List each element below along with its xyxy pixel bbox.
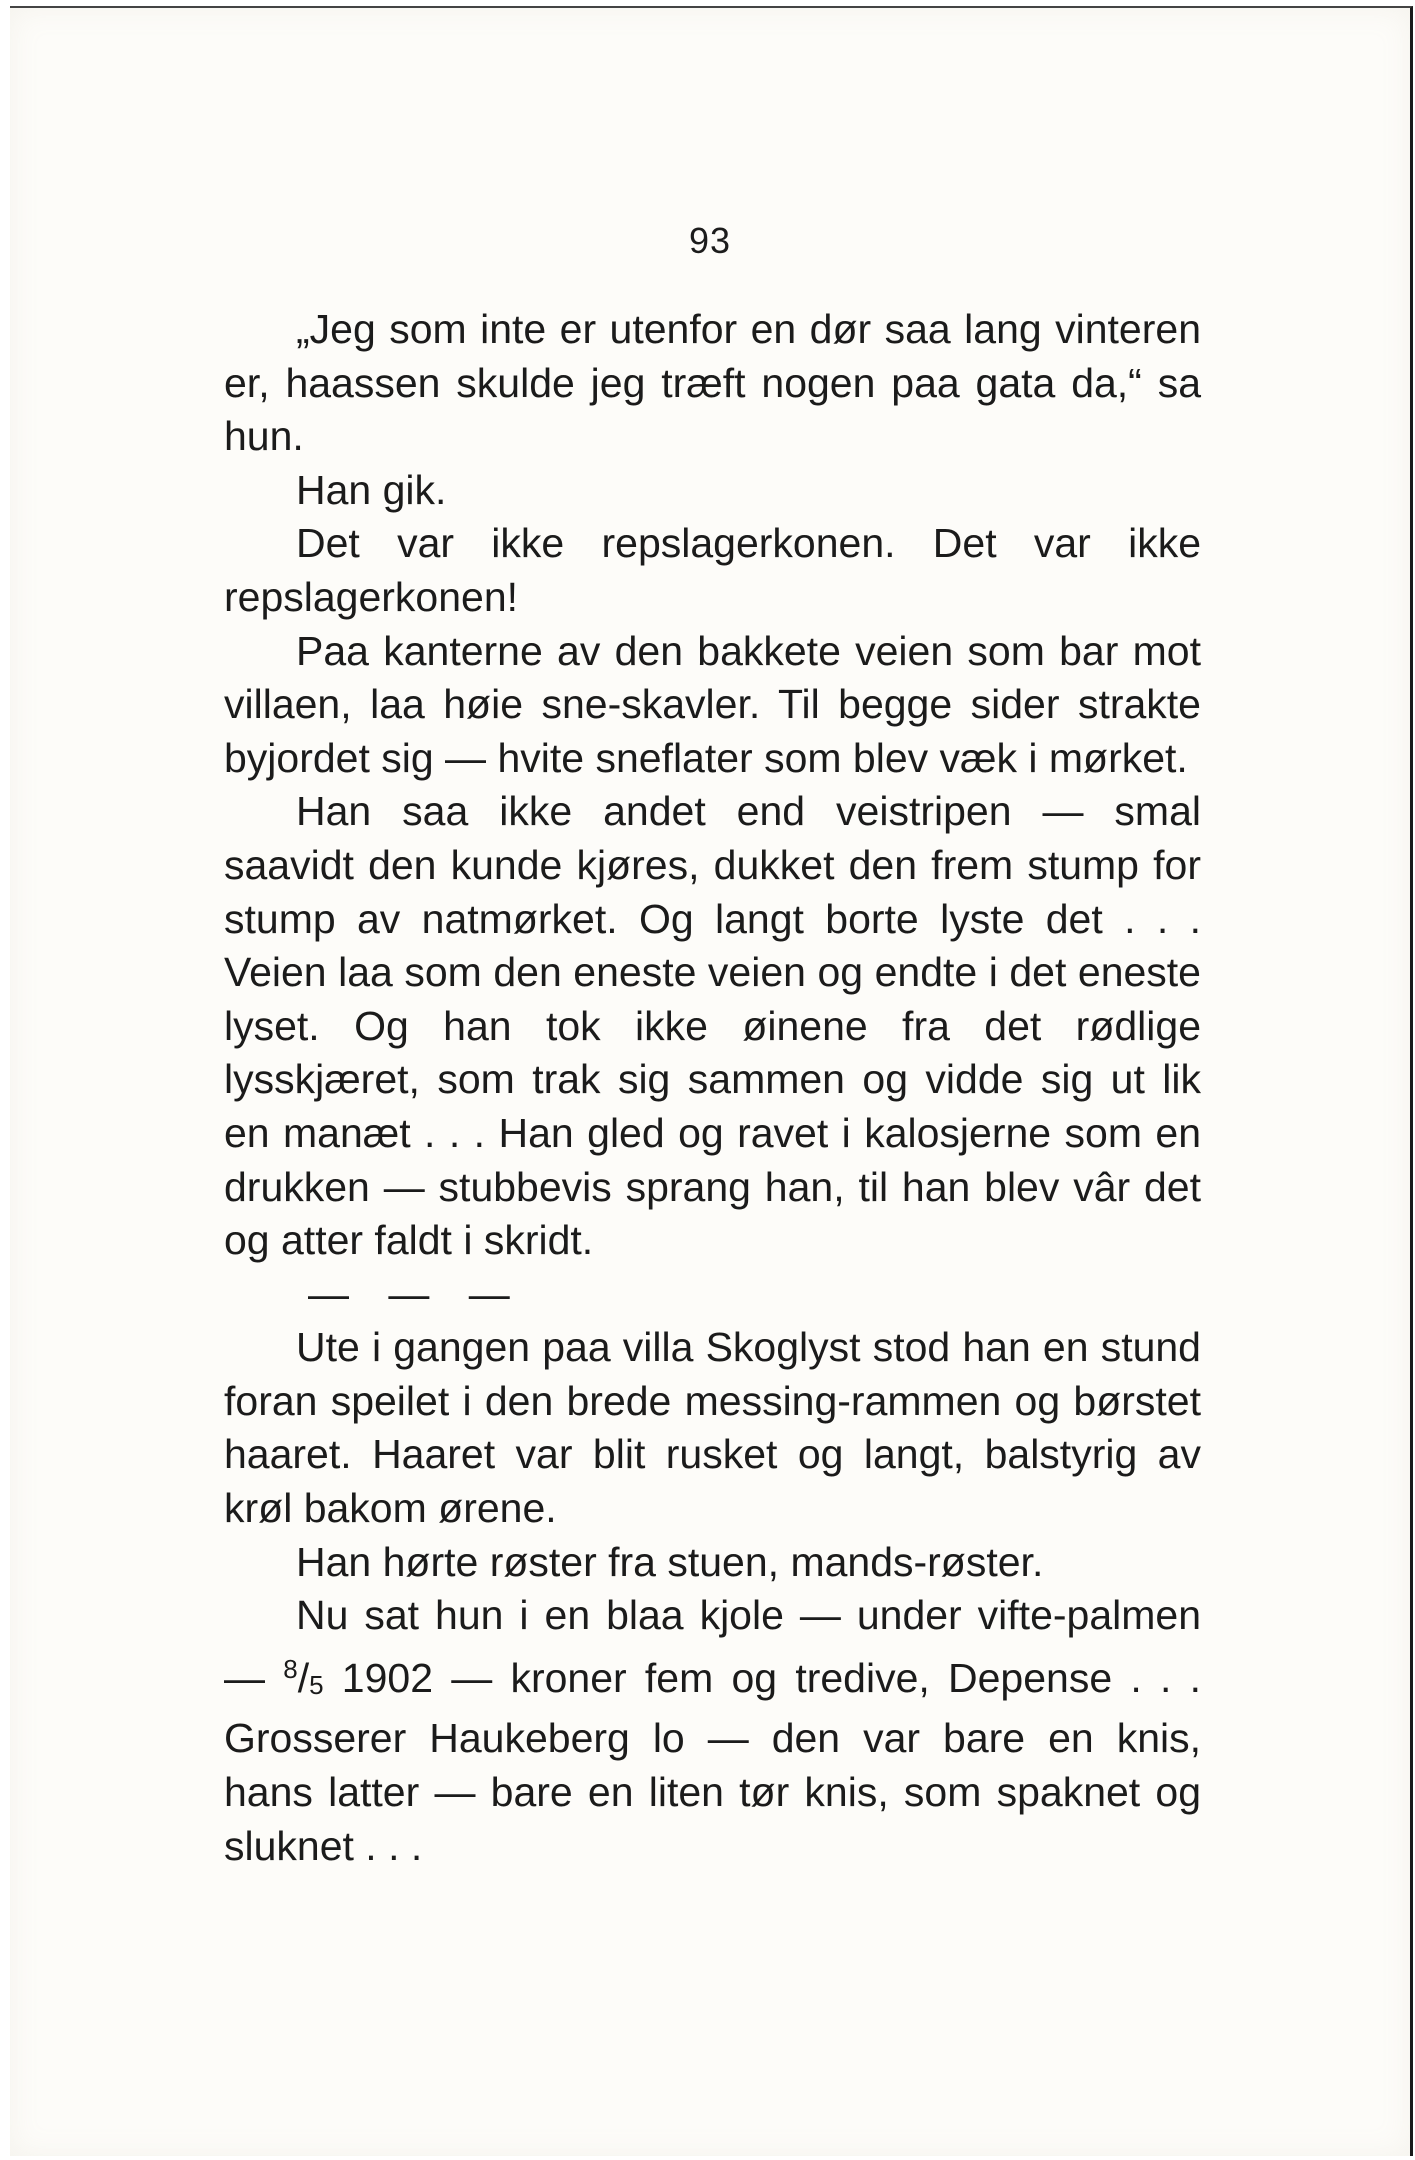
page-number: 93 — [688, 220, 732, 261]
paragraph: Han gik. — [296, 466, 447, 513]
paragraph: Det var ikke repslagerkonen. Det var ikke repslagerkonen! — [224, 520, 1201, 620]
fraction-denominator: 5 — [309, 1669, 324, 1700]
paragraph-text: 1902 — kroner fem og tredive, Depense . . . Grosserer Haukeberg lo — den var bare en knis, hans latter — bare en liten tør knis, som spaknet og sluknet . . . — [224, 1654, 1201, 1869]
paragraph — [224, 1589, 1201, 1873]
book-page — [10, 6, 1413, 2156]
paragraph-text: Nu sat hun i en blaa kjole — under vifte-palmen — — [224, 1592, 1201, 1701]
fraction-numerator: 8 — [283, 1653, 298, 1684]
paragraph: Paa kanterne av den bakkete veien som bar mot villaen, laa høie sne-skavler. Til begge sider strakte byjordet sig — hvite sneflater som blev væk i mørket. — [224, 627, 1201, 781]
section-separator: — — — — [308, 1270, 524, 1317]
body-text — [224, 303, 1201, 1873]
paragraph: Han saa ikke andet end veistripen — smal saavidt den kunde kjøres, dukket den frem stump for stump av natmørket. Og langt borte lyste det . . . Veien laa som den eneste veien og endte i det eneste lyset. Og han tok ikke øinene fra det rødlige lysskjæret, som trak sig sammen og vidde sig ut lik en manæt . . . Han gled og ravet i kalosjerne som en drukken — stubbevis sprang han, til han blev vâr det og atter faldt i skridt. — [224, 788, 1201, 1264]
paragraph: Ute i gangen paa villa Skoglyst stod han en stund foran speilet i den brede messing-rammen og børstet haaret. Haaret var blit rusket og langt, balstyrig av krøl bakom ørene. — [224, 1324, 1201, 1532]
paragraph: Han hørte røster fra stuen, mands-røster. — [296, 1538, 1044, 1585]
paragraph: „Jeg som inte er utenfor en dør saa lang vinteren er, haassen skulde jeg træft nogen paa gata da,“ sa hun. — [224, 306, 1201, 460]
date-fraction: $^8/_5$ — [283, 1653, 324, 1701]
